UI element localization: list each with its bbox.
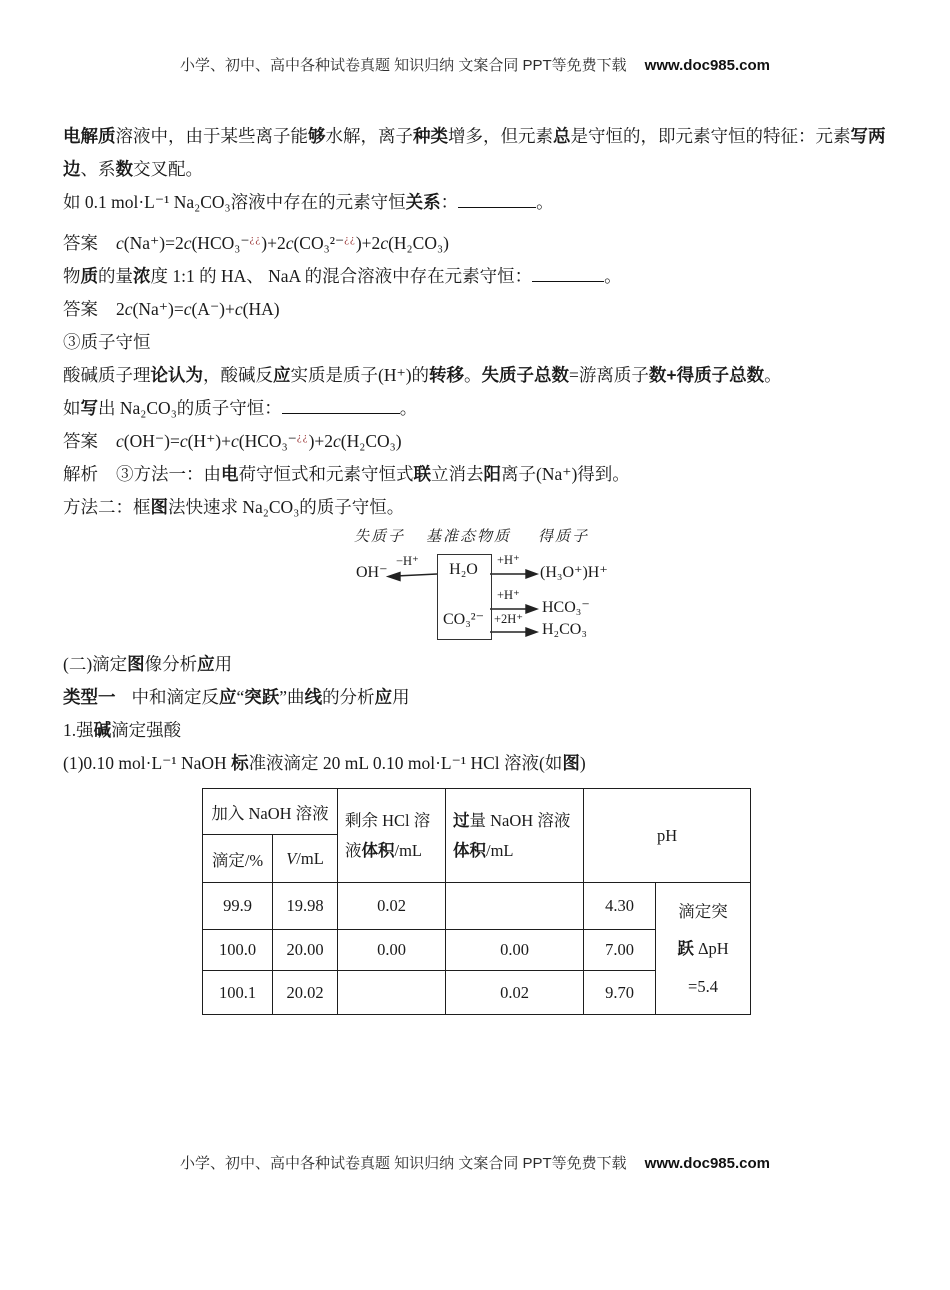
header-cell-titration-percent: 滴定/% — [203, 835, 273, 883]
text-run: (HA) — [242, 299, 280, 319]
footer-text: 小学、初中、高中各种试卷真题 知识归纳 文案合同 PPT等免费下载 — [179, 1155, 627, 1172]
text-run: c — [231, 431, 239, 451]
text-run: (HCO₃⁻ — [191, 233, 250, 253]
text-run: 线 — [304, 687, 323, 707]
text-run: 图 — [150, 497, 168, 517]
arrow-label-plus-2h: +2H⁺ — [494, 612, 523, 626]
page-header — [0, 54, 950, 75]
table-cell — [446, 883, 584, 930]
text-run: 浓 — [133, 266, 151, 286]
text-run: 解析 — [63, 464, 98, 484]
table-cell: 20.02 — [273, 971, 338, 1015]
paragraph-element-question — [63, 186, 905, 219]
text-run: 滴定突 — [678, 901, 728, 921]
text-run: (HCO₃⁻ — [238, 431, 297, 451]
header-cell-volume — [273, 835, 338, 883]
text-run: 物 — [63, 266, 81, 286]
text-run: 过 — [453, 811, 470, 830]
text-run: 荷守恒式和元素守恒式 — [238, 464, 414, 484]
page-footer — [0, 1152, 950, 1173]
text-run: 图 — [127, 654, 145, 674]
footer-url: www.doc985.com — [644, 1155, 770, 1172]
text-run: 体积 — [361, 841, 395, 860]
text-run: “ — [236, 687, 245, 707]
table-cell-titration-jump — [656, 883, 751, 1015]
paragraph-answer-3 — [63, 425, 905, 458]
text-run: 应 — [374, 687, 393, 707]
text-run: ΔpH — [693, 938, 729, 958]
text-run: c — [183, 233, 192, 253]
text-run: 够 — [308, 126, 326, 146]
text-run: 应 — [273, 365, 291, 385]
table-cell: 0.00 — [338, 930, 446, 971]
text-run: 剩余 HCl 溶液 — [345, 810, 431, 860]
text-run: 应 — [197, 654, 215, 674]
text-run: 准液滴定 20 mL 0.10 mol·L⁻¹ HCl 溶液(如 — [248, 753, 563, 773]
text-run: (A⁻)+ — [191, 299, 235, 319]
text-run: (Na⁺)= — [132, 299, 184, 319]
text-run: c — [333, 431, 341, 451]
text-run: 。 — [604, 266, 622, 286]
table-cell: 100.0 — [203, 930, 273, 971]
table-cell: 99.9 — [203, 883, 273, 930]
header-cell-ph: pH — [584, 789, 751, 883]
text-run: ¿¿ — [344, 233, 356, 246]
text-run: 增多，但元素 — [448, 126, 553, 146]
species-h3o: (H₃O⁺)H⁺ — [540, 564, 608, 581]
text-run: c — [234, 299, 243, 319]
header-cell-naoh-excess — [446, 789, 584, 883]
text-run: (H⁺)+ — [187, 431, 232, 451]
text-run: /mL — [486, 840, 514, 860]
paragraph-type1 — [63, 681, 905, 714]
text-run: 交叉配。 — [133, 159, 203, 179]
text-run: 方法二：框 — [63, 497, 151, 517]
text-run: ，酸碱反 — [203, 365, 273, 385]
answer-blank — [458, 190, 536, 208]
text-run: )+2 — [261, 233, 286, 253]
text-run: 体积 — [453, 841, 487, 860]
text-run: 总 — [553, 126, 571, 146]
text-run: 写 — [80, 398, 98, 418]
text-run: 种类 — [413, 126, 448, 146]
text-run: 离子(Na⁺)得到。 — [501, 464, 630, 484]
text-run: (H₂CO₃) — [340, 431, 402, 451]
text-run: V — [286, 848, 297, 868]
text-run: c — [124, 299, 133, 319]
species-h2o: H₂O — [449, 561, 478, 578]
text-run: 立消去 — [431, 464, 484, 484]
text-run: 标 — [231, 753, 249, 773]
text-run: 出 Na₂CO₃的质子守恒： — [98, 398, 282, 418]
paragraph-answer-2 — [63, 293, 905, 326]
text-run: (CO₃²⁻ — [293, 233, 345, 253]
text-run: 酸碱质子理 — [63, 365, 151, 385]
text-run: 应 — [219, 687, 237, 707]
text-run: ③方法一：由 — [116, 464, 221, 484]
text-run: 。 — [764, 365, 782, 385]
text-run: =游离质子 — [569, 365, 649, 385]
header-url: www.doc985.com — [644, 57, 770, 74]
text-run: 水解，离子 — [325, 126, 413, 146]
paragraph-proton-theory — [63, 359, 905, 392]
table-cell: 20.00 — [273, 930, 338, 971]
text-run: )+2 — [308, 431, 334, 451]
text-run: 量 NaOH 溶液 — [469, 810, 571, 830]
text-run: 关系 — [405, 192, 441, 212]
text-run: 。 — [399, 398, 418, 418]
text-run: 用 — [392, 687, 410, 707]
arrow-label-minus-h: −H⁺ — [396, 554, 419, 568]
text-run: 如 0.1 mol·L⁻¹ Na₂CO₃溶液中存在的元素守恒 — [63, 192, 406, 212]
arrow-label-plus-h-2: +H⁺ — [497, 588, 520, 602]
paragraph-method2 — [63, 491, 905, 524]
header-cell-hcl-remaining — [338, 789, 446, 883]
text-run: 像分析 — [144, 654, 198, 674]
table-header-row-1 — [203, 789, 751, 835]
paragraph-intro — [63, 120, 905, 186]
text-run: c — [116, 233, 124, 253]
text-run: 实质是质子(H⁺)的 — [290, 365, 430, 385]
diagram-label-lose-proton: 失质子 — [354, 529, 406, 545]
arrow-label-plus-h-1: +H⁺ — [497, 553, 520, 567]
proton-transfer-diagram — [330, 523, 660, 653]
text-run: 电 — [221, 464, 239, 484]
text-run: (1)0.10 mol·L⁻¹ NaOH — [63, 753, 232, 773]
text-run: 答案 — [63, 233, 98, 253]
header-text: 小学、初中、高中各种试卷真题 知识归纳 文案合同 PPT等免费下载 — [179, 57, 627, 74]
text-run: 失质子总数 — [481, 365, 570, 385]
text-run: 类型一 — [63, 687, 116, 707]
text-run: ”曲 — [279, 687, 305, 707]
text-run: 转移 — [429, 365, 465, 385]
text-run: c — [183, 299, 192, 319]
text-run: 数 — [115, 159, 133, 179]
diagram-label-gain-proton: 得质子 — [538, 529, 590, 545]
text-run: ： — [440, 192, 459, 212]
text-run: 阳 — [483, 464, 501, 484]
table-cell: 19.98 — [273, 883, 338, 930]
text-run: c — [380, 233, 389, 253]
diagram-label-base-species: 基准态物质 — [426, 529, 512, 545]
text-run: 是守恒的，即元素守恒的特征：元素 — [570, 126, 851, 146]
text-run: ¿¿ — [249, 233, 262, 246]
text-run: 数 — [648, 365, 667, 385]
text-run: 、系 — [80, 159, 116, 179]
text-run: =5.4 — [688, 976, 718, 996]
text-run: c — [285, 233, 294, 253]
text-run: 论认为 — [150, 365, 203, 385]
table-cell: 0.02 — [338, 883, 446, 930]
text-run: 图 — [562, 753, 580, 773]
table-cell: 0.02 — [446, 971, 584, 1015]
text-run: ) — [579, 753, 586, 773]
text-run: 联 — [413, 464, 431, 484]
text-run: 质 — [80, 266, 98, 286]
text-run: 答案 — [63, 299, 98, 319]
table-cell — [338, 971, 446, 1015]
text-run: 2 — [116, 299, 125, 319]
table-row — [203, 883, 751, 930]
text-run: /mL — [394, 840, 423, 860]
text-run: 。 — [464, 365, 482, 385]
text-run: 滴定强酸 — [111, 720, 182, 740]
table-cell: 4.30 — [584, 883, 656, 930]
text-run: 。 — [536, 192, 554, 212]
species-h2co3: H₂CO₃ — [542, 621, 587, 638]
text-run: 答案 — [63, 431, 98, 451]
species-hco3: HCO₃⁻ — [542, 599, 590, 616]
text-run: 的量 — [98, 266, 133, 286]
text-run: 电解质 — [63, 126, 116, 146]
species-oh: OH⁻ — [356, 564, 388, 581]
text-run: /mL — [296, 848, 324, 868]
paragraph-analysis — [63, 458, 905, 491]
text-run: 的分析 — [322, 687, 375, 707]
table-cell: 7.00 — [584, 930, 656, 971]
header-cell-naoh-added: 加入 NaOH 溶液 — [203, 789, 338, 835]
text-run: 法快速求 Na₂CO₃的质子守恒。 — [168, 497, 405, 517]
table-cell: 0.00 — [446, 930, 584, 971]
titration-table — [202, 788, 751, 1015]
table-cell: 100.1 — [203, 971, 273, 1015]
text-run: 中和滴定反 — [131, 687, 219, 707]
text-run: (二)滴定 — [63, 654, 128, 674]
paragraph-strong-titration — [63, 714, 905, 747]
text-run: 跃 — [677, 939, 694, 958]
text-run: 突跃 — [244, 687, 280, 707]
text-run: (Na⁺)=2 — [123, 233, 184, 253]
text-run: (OH⁻)= — [123, 431, 180, 451]
paragraph-question1 — [63, 747, 905, 780]
text-run: c — [116, 431, 124, 451]
text-run: 度 1:1 的 HA、 NaA 的混合溶液中存在元素守恒： — [150, 266, 533, 286]
text-run: ¿¿ — [296, 431, 309, 444]
text-run: (H₂CO₃) — [388, 233, 449, 253]
text-run: 用 — [214, 654, 233, 674]
paragraph-mixture — [63, 260, 905, 293]
paragraph-proton-heading — [63, 326, 905, 359]
text-run: 溶液中，由于某些离子能 — [115, 126, 308, 146]
paragraph-answer-1 — [63, 227, 905, 260]
text-run: 如 — [63, 398, 81, 418]
paragraph-proton-question — [63, 392, 905, 425]
text-run: 写两边 — [63, 126, 886, 179]
text-run: c — [179, 431, 188, 451]
table-cell: 9.70 — [584, 971, 656, 1015]
text-run: )+2 — [355, 233, 381, 253]
species-co3: CO₃²⁻ — [442, 611, 485, 628]
text-run: 1.强 — [63, 720, 94, 740]
text-run: ③质子守恒 — [63, 332, 151, 352]
answer-blank — [282, 396, 400, 414]
text-run: 碱 — [93, 720, 112, 740]
answer-blank — [532, 264, 604, 282]
text-run: +得质子总数 — [666, 365, 765, 385]
